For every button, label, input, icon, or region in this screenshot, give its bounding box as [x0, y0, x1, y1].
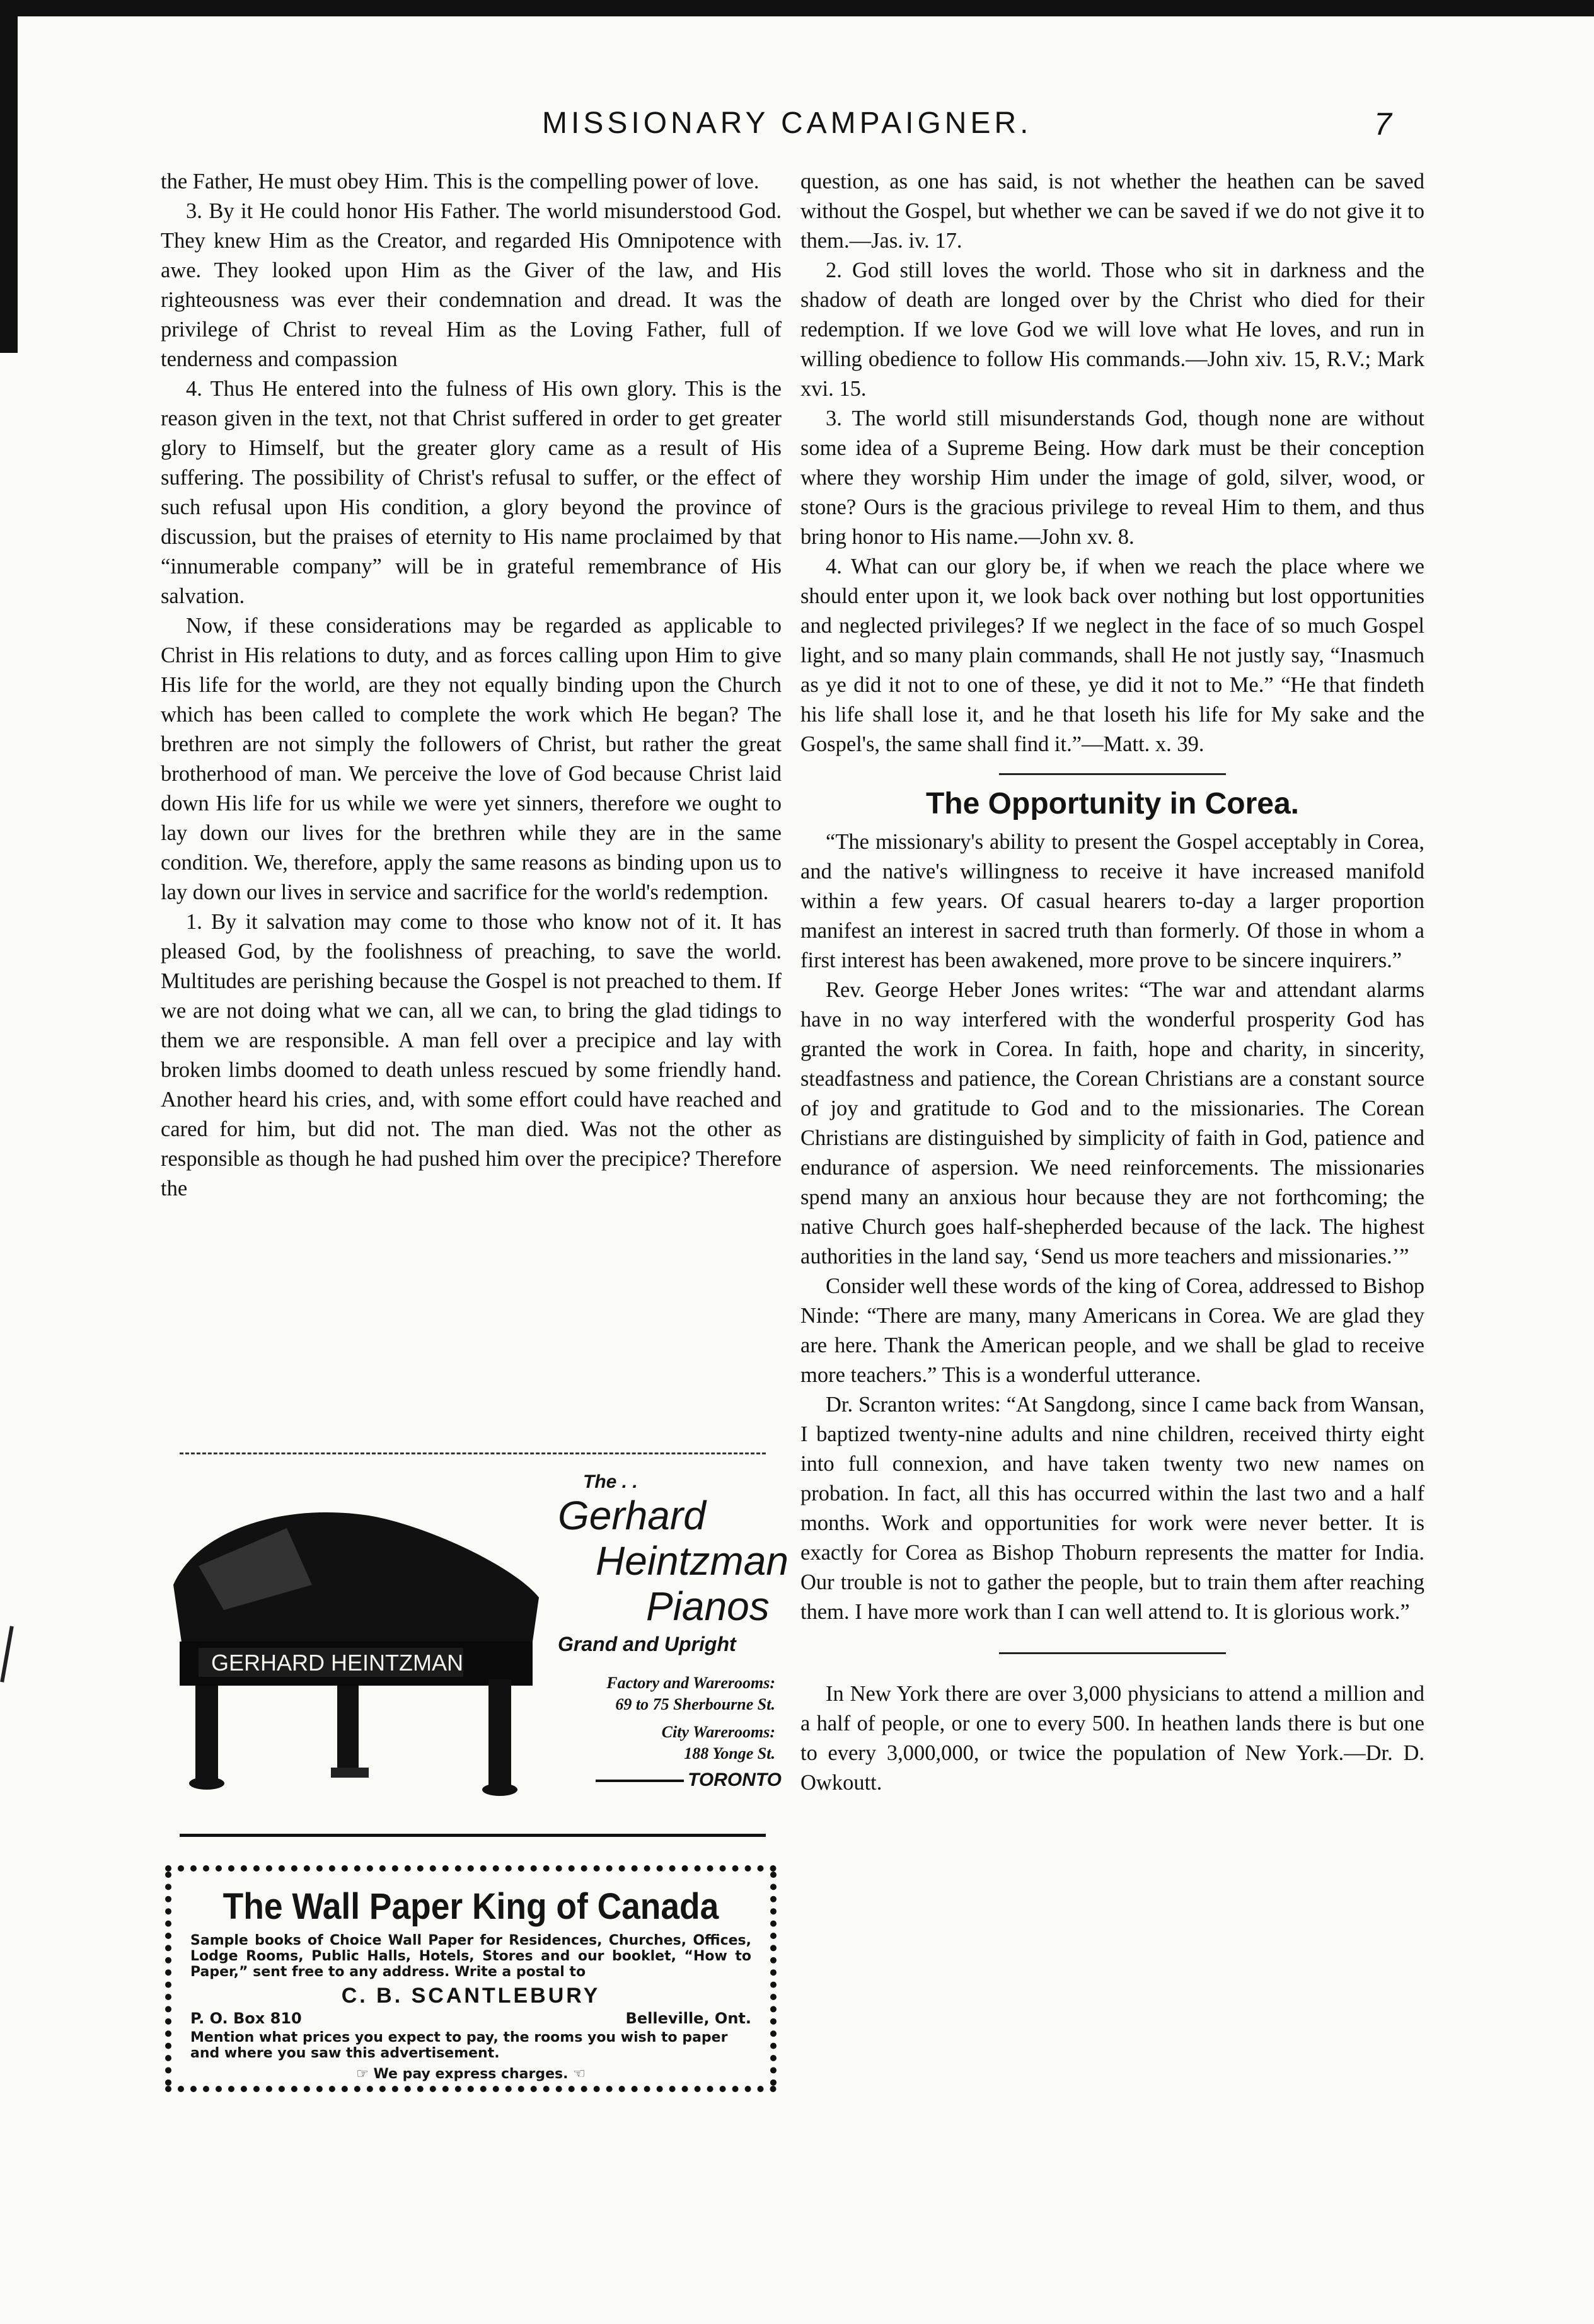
right-column [800, 167, 1424, 1798]
page-top-edge [0, 0, 1594, 16]
wall-ad-body: Sample books of Choice Wall Paper for Residences, Churches, Offices, Lodge Rooms, Public Halls, Hotels, Stores and our booklet, “How to Paper,” sent free to any address. Write a postal to [190, 1933, 751, 1980]
wall-ad-name: C. B. SCANTLEBURY [341, 1984, 601, 2008]
running-head: MISSIONARY CAMPAIGNER. [542, 106, 1032, 140]
wall-ad-pay: ☞ We pay express charges. ☜ [356, 2066, 586, 2082]
piano-advertisement [161, 1452, 788, 1837]
ad-bottom-rule [180, 1834, 766, 1837]
ad-name-pianos: Pianos [646, 1584, 770, 1629]
wall-ad-address [190, 2010, 751, 2027]
piano-plate-label: GERHARD HEINTZMAN [211, 1650, 464, 1676]
piano-ad-text [558, 1471, 788, 1791]
paragraph: the Father, He must obey Him. This is the compelling power of love. [161, 170, 759, 193]
margin-mark [0, 1626, 14, 1683]
paragraph: “The missionary's ability to present the Gospel acceptably in Corea, and the native's willingness to receive it have increased manifold within a few years. Of casual hearers to-day a larger proportion manifest an interest in sacred truth than formerly. Of those in whom a first interest has been awakened, more prove to be sincere inquirers.” [800, 830, 1424, 972]
ad-piano-type: Grand and Upright [558, 1633, 736, 1655]
wallpaper-advertisement [165, 1865, 777, 2092]
paragraph: 3. The world still misunderstands God, though none are without some idea of a Supreme Being. How dark must be their conception where they worship Him under the image of gold, silver, wood, or stone? Ours is the gracious privilege to reveal Him to them, and thus bring honor to His name.—John xv. 8. [800, 406, 1424, 549]
wall-ad-title: The Wall Paper King of Canada [222, 1886, 719, 1927]
wall-ad-note: Mention what prices you expect to pay, the rooms you wish to paper and where you saw this advertisement. [190, 2030, 728, 2061]
page-number: 7 [1374, 106, 1392, 142]
ad-location: TORONTO [558, 1769, 782, 1791]
paragraph: 1. By it salvation may come to those who know not of it. It has pleased God, by the foolishness of preaching, to save the world. Multitudes are perishing because the Gospel is not preached to them. If we are not doing what we can, all we can, to bring the glad tidings to them we are responsible. A man fell over a precipice and lay with broken limbs doomed to death unless rescued by some friendly hand. Another heard his cries, and, with some effort could have reached and cared for him, but did not. The man died. Was not the other as responsible as though he had pushed him over the precipice? Therefore the [161, 910, 782, 1200]
paragraph: 2. God still loves the world. Those who sit in darkness and the shadow of death are longed over by the Christ who died for their redemption. If we love God we will love what He loves, and run in willing obedience to follow His commands.—John xiv. 15, R.V.; Mark xvi. 15. [800, 258, 1424, 401]
ad-city-address: 188 Yonge St. [684, 1744, 775, 1763]
paragraph: Dr. Scranton writes: “At Sangdong, since I came back from Wansan, I baptized twenty-nine adults and nine children, received thirty eight into full connexion, and have taken twenty two new names on probation. In fact, all this has occurred within the last two and a half months. Work and opportunities for work were never better. It is exactly for Corea as Bishop Thoburn represents the matter for India. Our trouble is not to gather the people, but to train them after reaching them. I have more work than I can well attend to. It is glorious work.” [800, 1393, 1424, 1624]
paragraph: 4. Thus He entered into the fulness of His own glory. This is the reason given in the text, not that Christ suffered in order to get greater glory to Himself, but the greater glory came as a result of His suffering. The possibility of Christ's refusal to suffer, or the effect of such refusal upon His condition, a glory beyond the province of discussion, but the praises of eternity to His name proclaimed by that “innumerable company” will be in grateful remembrance of His salvation. [161, 377, 782, 608]
article-title: The Opportunity in Corea. [925, 787, 1299, 820]
ad-name-heintzman: Heintzman [596, 1538, 788, 1584]
left-column [161, 167, 782, 1204]
ad-city-label: City Warerooms: [661, 1723, 775, 1741]
section-divider [999, 1652, 1226, 1654]
paragraph: 4. What can our glory be, if when we reach the place where we should enter upon it, we look back over nothing but lost opportunities and neglected privileges? If we neglect in the face of so much Gospel light, and so many plain commands, shall He not justly say, “Inasmuch as ye did it not to one of these, ye did it not to Me.” “He that findeth his life shall lose it, and he that loseth his life for My sake and the Gospel's, the same shall find it.”—Matt. x. 39. [800, 555, 1424, 756]
page-left-edge [0, 0, 18, 353]
ad-name-gerhard: Gerhard [558, 1493, 706, 1538]
paragraph: question, as one has said, is not whether the heathen can be saved without the Gospel, but whether we can be saved if we do not give it to them.—Jas. iv. 17. [800, 170, 1424, 253]
paragraph: Consider well these words of the king of Corea, addressed to Bishop Ninde: “There are many, many Americans in Corea. We are glad they are here. Thank the American people, and we shall be glad to receive more teachers.” This is a wonderful utterance. [800, 1274, 1424, 1387]
ad-factory-address: 69 to 75 Sherbourne St. [615, 1695, 775, 1713]
ad-dashed-rule [180, 1452, 766, 1454]
ad-the: The . . [583, 1471, 638, 1492]
paragraph: 3. By it He could honor His Father. The world misunderstood God. They knew Him as the Creator, and regarded His Omnipotence with awe. They looked upon Him as the Giver of the law, and His righteousness was ever their condemnation and dread. It was the privilege of Christ to reveal Him as the Loving Father, full of tenderness and compassion [161, 199, 782, 371]
grand-piano-illustration [161, 1490, 552, 1805]
paragraph: In New York there are over 3,000 physicians to attend a million and a half of people, or one to every 500. In heathen lands there is but one to every 3,000,000, or twice the population of New York.—Dr. D. Owkoutt. [800, 1682, 1424, 1795]
paragraph: Now, if these considerations may be regarded as applicable to Christ in His relations to duty, and as forces calling upon Him to give His life for the world, are they not equally binding upon the Church which has been called to complete the work which He began? The brethren are not simply the followers of Christ, but rather the great brotherhood of man. We perceive the love of God because Christ laid down His life for us while we were yet sinners, therefore we ought to lay down our lives for the brethren while they are in the same condition. We, therefore, apply the same reasons as binding upon us to lay down our lives in service and sacrifice for the world's redemption. [161, 614, 782, 904]
paragraph: Rev. George Heber Jones writes: “The war and attendant alarms have in no way interfered with the wonderful prosperity God has granted the work in Corea. In faith, hope and charity, in sincerity, steadfastness and patience, the Corean Christians are a constant source of joy and gratitude to God and to the missionaries. The Corean Christians are distinguished by simplicity of faith in God, patience and endurance of aspersion. We need reinforcements. The missionaries spend many an anxious hour because they are not forthcoming; the native Church goes half-shepherded because of the lack. The highest authorities in the land say, ‘Send us more teachers and missionaries.’” [800, 978, 1424, 1268]
ad-factory-label: Factory and Warerooms: [606, 1674, 775, 1692]
section-divider [999, 773, 1226, 775]
wall-ad-po-box: P. O. Box 810 [190, 2010, 302, 2027]
wall-ad-city: Belleville, Ont. [625, 2010, 751, 2027]
